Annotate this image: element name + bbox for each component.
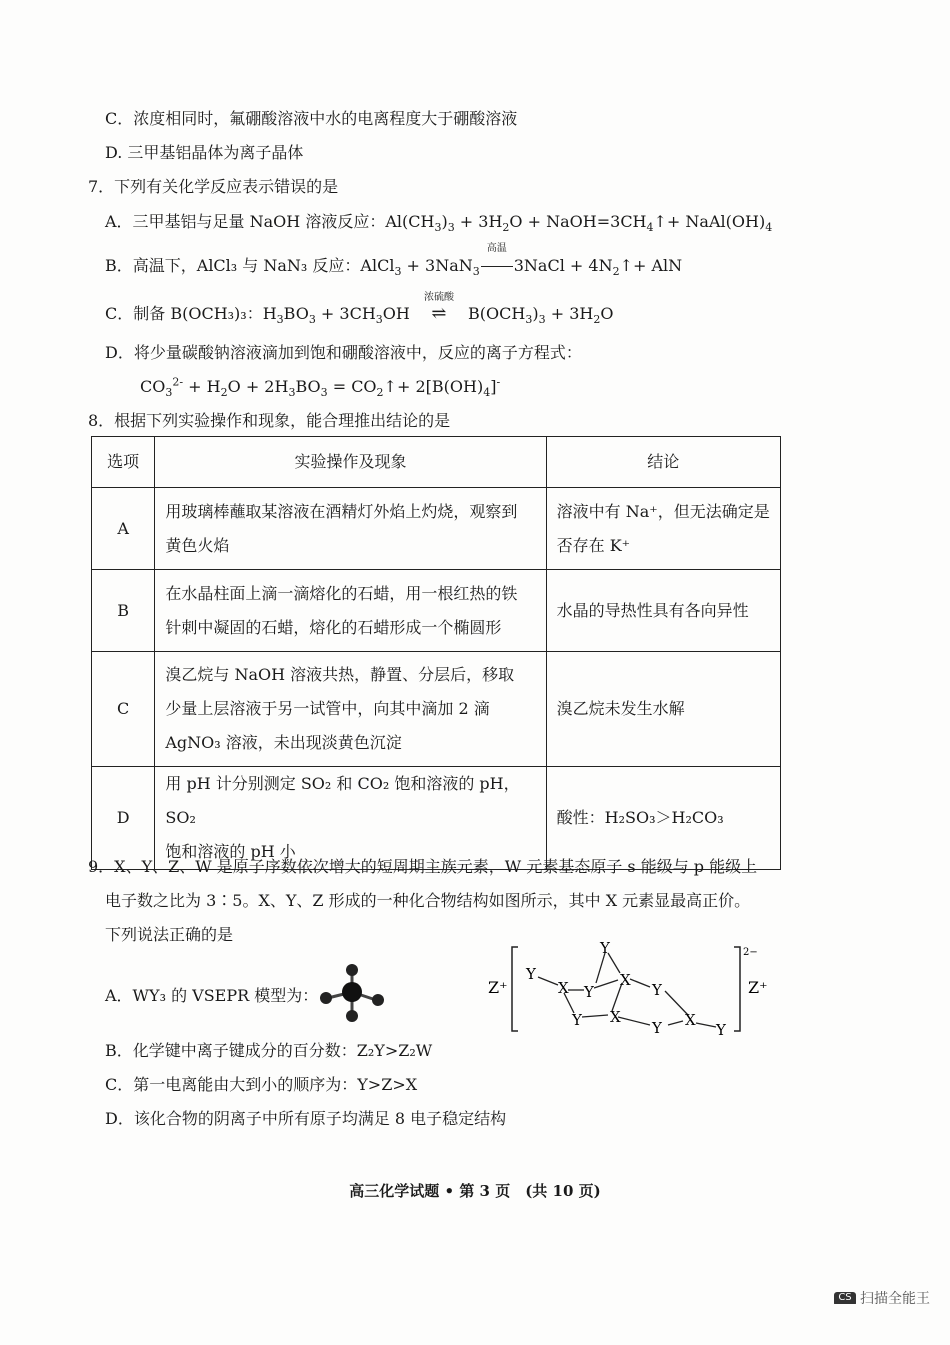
row-operation <box>155 652 546 767</box>
op-line: AgNO₃ 溶液，未出现淡黄色沉淀 <box>165 733 402 752</box>
q7-a-equation: $Al(CH_3)_3 + 3H_2O$ + $NaOH=3CH_4↑+$ $NaAl(OH)_4$ <box>385 212 773 235</box>
op-line: 溴乙烷与 NaOH 溶液共热，静置、分层后，移取 <box>165 665 515 684</box>
q7-b-condition: 高温 <box>486 243 507 254</box>
atom-label: Y <box>572 1011 582 1029</box>
bracket-right <box>734 947 740 1031</box>
page-footer: 高三化学试题 • 第 3 页 (共 10 页) <box>349 1182 601 1200</box>
row-option: B <box>92 570 155 652</box>
con-line: 溴乙烷未发生水解 <box>556 699 685 718</box>
con-line: 否存在 K⁺ <box>556 535 631 555</box>
cation-left: Z⁺ <box>488 978 508 997</box>
q9-stem-1: 9．X、Y、Z、W 是原子序数依次增大的短周期主族元素，W 元素基态原子 s 能级与 p 能级上 <box>88 857 758 876</box>
q7-d-equation: $CO_3^{2-} + H_2O + 2H_3BO_3$ = $CO_2↑+ 2[B(OH)_4]^-$ <box>140 375 501 400</box>
q9-stem-3: 下列说法正确的是 <box>105 925 234 944</box>
watermark-text: 扫描全能王 <box>860 1291 930 1304</box>
op-line: 黄色火焰 <box>165 535 230 555</box>
con-line: 酸性：H₂SO₃＞H₂CO₃ <box>556 808 724 827</box>
row-option: C <box>92 652 155 767</box>
q7-b-prefix: B．高温下，AlCl₃ 与 NaN₃ 反应： <box>105 256 361 275</box>
anion-charge: 2− <box>743 947 758 958</box>
cation-right: Z⁺ <box>748 978 768 997</box>
table-row <box>92 488 781 570</box>
atom-label: X <box>558 979 569 997</box>
atom-label: Y <box>600 939 610 957</box>
atom-label: Y <box>584 983 594 1001</box>
atom-label: Y <box>716 1021 726 1039</box>
row-option: A <box>92 488 155 570</box>
q9-stem-2: 电子数之比为 3∶5。X、Y、Z 形成的一种化合物结构如图所示，其中 X 元素显最高正价。 <box>105 891 751 910</box>
q7-stem: 7．下列有关化学反应表示错误的是 <box>88 177 339 196</box>
op-line: 用 pH 计分别测定 SO₂ 和 CO₂ 饱和溶液的 pH，SO₂ <box>165 774 520 827</box>
q7-option-b <box>105 243 683 279</box>
table-row <box>92 652 781 767</box>
op-line: 用玻璃棒蘸取某溶液在酒精灯外焰上灼烧，观察到 <box>165 501 518 521</box>
op-line: 在水晶柱面上滴一滴熔化的石蜡，用一根红热的铁 <box>165 583 518 603</box>
q7-c-prefix: C．制备 B(OCH₃)₃： <box>105 304 263 323</box>
row-conclusion <box>546 570 780 652</box>
anion-structure-diagram <box>480 935 780 1045</box>
op-line: 针刺中凝固的石蜡，熔化的石蜡形成一个椭圆形 <box>165 617 502 637</box>
vsepr-model-image <box>318 960 390 1026</box>
q7-b-equation: AlCl$_3$ + 3NaN$_3$ 高温 3NaCl + $4N_2↑+$ AlN <box>360 243 683 279</box>
op-line: 少量上层溶液于另一试管中，向其中滴加 2 滴 <box>165 699 490 718</box>
table-header-row <box>92 437 781 488</box>
con-line: 溶液中有 Na⁺，但无法确定是 <box>556 501 770 521</box>
con-line: 水晶的导热性具有各向异性 <box>556 600 749 620</box>
table-row <box>92 570 781 652</box>
header-conclusion: 结论 <box>546 437 780 488</box>
q8-table <box>91 436 781 870</box>
q9-option-c: C．第一电离能由大到小的顺序为：Y>Z>X <box>105 1075 418 1094</box>
atom-label: Y <box>652 981 662 999</box>
row-conclusion <box>546 767 780 870</box>
row-conclusion <box>546 488 780 570</box>
row-operation <box>155 767 546 870</box>
op-line: 饱和溶液的 pH 小 <box>165 842 296 861</box>
q6-option-d: D. 三甲基铝晶体为离子晶体 <box>105 143 304 162</box>
row-operation <box>155 570 546 652</box>
atom-label: Y <box>652 1019 662 1037</box>
q7-option-a <box>105 211 772 233</box>
q9-option-d: D．该化合物的阴离子中所有原子均满足 8 电子稳定结构 <box>105 1109 507 1128</box>
q7-c-equation: $H_3BO_3 + 3CH_3OH$ 浓硫酸 ⇌ $B(OCH_3)_3 + 3H_2O$ <box>262 292 614 327</box>
atom-label: X <box>685 1011 696 1029</box>
row-option: D <box>92 767 155 870</box>
row-operation <box>155 488 546 570</box>
atom-label: Y <box>526 965 536 983</box>
table-row <box>92 767 781 870</box>
q7-c-condition: 浓硫酸 <box>423 292 454 303</box>
q9-option-b: B．化学键中离子键成分的百分数：Z₂Y>Z₂W <box>105 1041 433 1060</box>
q7-a-prefix: A．三甲基铝与足量 NaOH 溶液反应： <box>105 212 386 231</box>
q6-option-c: C．浓度相同时，氟硼酸溶液中水的电离程度大于硼酸溶液 <box>105 109 518 128</box>
header-option: 选项 <box>92 437 155 488</box>
scanner-logo-icon: CS <box>834 1292 856 1304</box>
atom-label: X <box>610 1008 621 1026</box>
q9-option-a: A．WY₃ 的 VSEPR 模型为： <box>105 986 319 1005</box>
q7-option-c <box>105 292 614 327</box>
atom-label: X <box>620 971 631 989</box>
q7-option-d: D．将少量碳酸钠溶液滴加到饱和硼酸溶液中，反应的离子方程式： <box>105 343 582 362</box>
row-conclusion <box>546 652 780 767</box>
bracket-left <box>512 947 518 1031</box>
q8-stem: 8．根据下列实验操作和现象，能合理推出结论的是 <box>88 411 451 430</box>
scanner-watermark <box>834 1288 930 1304</box>
header-operation: 实验操作及现象 <box>155 437 546 488</box>
